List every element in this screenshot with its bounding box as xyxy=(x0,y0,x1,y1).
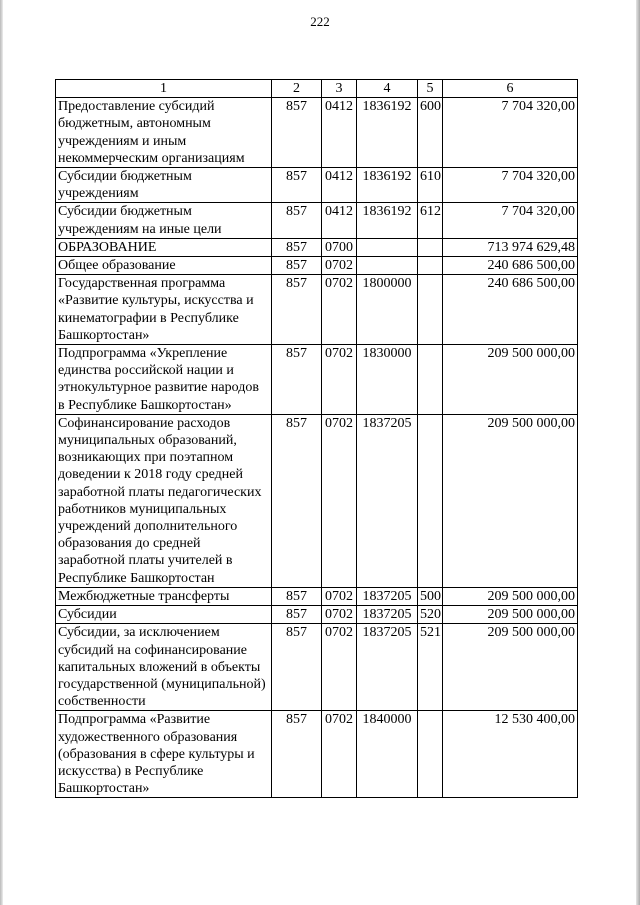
section-code: 0412 xyxy=(322,168,357,203)
target-code: 1840000 xyxy=(357,711,418,798)
row-name: Субсидии xyxy=(56,606,272,624)
target-code xyxy=(357,257,418,275)
ministry-code: 857 xyxy=(272,238,322,256)
amount: 209 500 000,00 xyxy=(443,606,578,624)
expense-type-code: 521 xyxy=(418,624,443,711)
amount: 7 704 320,00 xyxy=(443,203,578,238)
expense-type-code: 612 xyxy=(418,203,443,238)
row-name: Государственная программа «Развитие культуры, искусства и кинематографии в Республике Башкортостан» xyxy=(56,275,272,345)
ministry-code: 857 xyxy=(272,711,322,798)
ministry-code: 857 xyxy=(272,606,322,624)
ministry-code: 857 xyxy=(272,624,322,711)
section-code: 0702 xyxy=(322,624,357,711)
expense-type-code: 500 xyxy=(418,587,443,605)
column-header: 2 xyxy=(272,80,322,98)
table-header-row xyxy=(56,80,578,98)
row-name: Подпрограмма «Укрепление единства российской нации и этнокультурное развитие народов в Республике Башкортостан» xyxy=(56,345,272,415)
table-row xyxy=(56,624,578,711)
target-code: 1837205 xyxy=(357,624,418,711)
table-row xyxy=(56,238,578,256)
table-row xyxy=(56,257,578,275)
amount: 209 500 000,00 xyxy=(443,345,578,415)
target-code: 1830000 xyxy=(357,345,418,415)
table-row xyxy=(56,168,578,203)
amount: 240 686 500,00 xyxy=(443,275,578,345)
row-name: Софинансирование расходов муниципальных образований, возникающих при поэтапном доведении к 2018 году средней заработной платы педагогических работников муниципальных учреждений дополнительного образования до средней заработной платы учителей в Республике Башкортостан xyxy=(56,414,272,587)
amount: 209 500 000,00 xyxy=(443,414,578,587)
table-row xyxy=(56,587,578,605)
budget-table xyxy=(55,79,578,798)
ministry-code: 857 xyxy=(272,168,322,203)
row-name: Межбюджетные трансферты xyxy=(56,587,272,605)
row-name: Субсидии бюджетным учреждениям xyxy=(56,168,272,203)
amount: 209 500 000,00 xyxy=(443,624,578,711)
scan-edge-right xyxy=(636,0,640,905)
ministry-code: 857 xyxy=(272,345,322,415)
section-code: 0700 xyxy=(322,238,357,256)
amount: 7 704 320,00 xyxy=(443,98,578,168)
section-code: 0702 xyxy=(322,587,357,605)
expense-type-code: 600 xyxy=(418,98,443,168)
ministry-code: 857 xyxy=(272,98,322,168)
target-code: 1800000 xyxy=(357,275,418,345)
section-code: 0702 xyxy=(322,275,357,345)
section-code: 0412 xyxy=(322,98,357,168)
expense-type-code xyxy=(418,414,443,587)
target-code: 1837205 xyxy=(357,414,418,587)
expense-type-code xyxy=(418,711,443,798)
table-row xyxy=(56,606,578,624)
column-header: 6 xyxy=(443,80,578,98)
expense-type-code xyxy=(418,345,443,415)
table-row xyxy=(56,414,578,587)
amount: 7 704 320,00 xyxy=(443,168,578,203)
page-number: 222 xyxy=(310,14,330,29)
ministry-code: 857 xyxy=(272,203,322,238)
target-code: 1837205 xyxy=(357,587,418,605)
expense-type-code xyxy=(418,275,443,345)
expense-type-code: 610 xyxy=(418,168,443,203)
table-row xyxy=(56,98,578,168)
row-name: Общее образование xyxy=(56,257,272,275)
section-code: 0702 xyxy=(322,711,357,798)
expense-type-code xyxy=(418,238,443,256)
section-code: 0412 xyxy=(322,203,357,238)
section-code: 0702 xyxy=(322,606,357,624)
amount: 209 500 000,00 xyxy=(443,587,578,605)
column-header: 3 xyxy=(322,80,357,98)
row-name: Субсидии бюджетным учреждениям на иные цели xyxy=(56,203,272,238)
ministry-code: 857 xyxy=(272,587,322,605)
row-name: Субсидии, за исключением субсидий на софинансирование капитальных вложений в объекты государственной (муниципальной) собственности xyxy=(56,624,272,711)
table-row xyxy=(56,203,578,238)
column-header: 5 xyxy=(418,80,443,98)
target-code: 1836192 xyxy=(357,203,418,238)
amount: 12 530 400,00 xyxy=(443,711,578,798)
expense-type-code xyxy=(418,257,443,275)
amount: 713 974 629,48 xyxy=(443,238,578,256)
ministry-code: 857 xyxy=(272,414,322,587)
section-code: 0702 xyxy=(322,345,357,415)
ministry-code: 857 xyxy=(272,275,322,345)
table-row xyxy=(56,711,578,798)
row-name: Предоставление субсидий бюджетным, автономным учреждениям и иным некоммерческим организациям xyxy=(56,98,272,168)
section-code: 0702 xyxy=(322,414,357,587)
table-row xyxy=(56,345,578,415)
target-code: 1837205 xyxy=(357,606,418,624)
amount: 240 686 500,00 xyxy=(443,257,578,275)
section-code: 0702 xyxy=(322,257,357,275)
row-name: Подпрограмма «Развитие художественного образования (образования в сфере культуры и искусства) в Республике Башкортостан» xyxy=(56,711,272,798)
column-header: 1 xyxy=(56,80,272,98)
row-name: ОБРАЗОВАНИЕ xyxy=(56,238,272,256)
table-row xyxy=(56,275,578,345)
column-header: 4 xyxy=(357,80,418,98)
expense-type-code: 520 xyxy=(418,606,443,624)
target-code: 1836192 xyxy=(357,98,418,168)
target-code: 1836192 xyxy=(357,168,418,203)
target-code xyxy=(357,238,418,256)
scan-edge-left xyxy=(0,0,3,905)
ministry-code: 857 xyxy=(272,257,322,275)
